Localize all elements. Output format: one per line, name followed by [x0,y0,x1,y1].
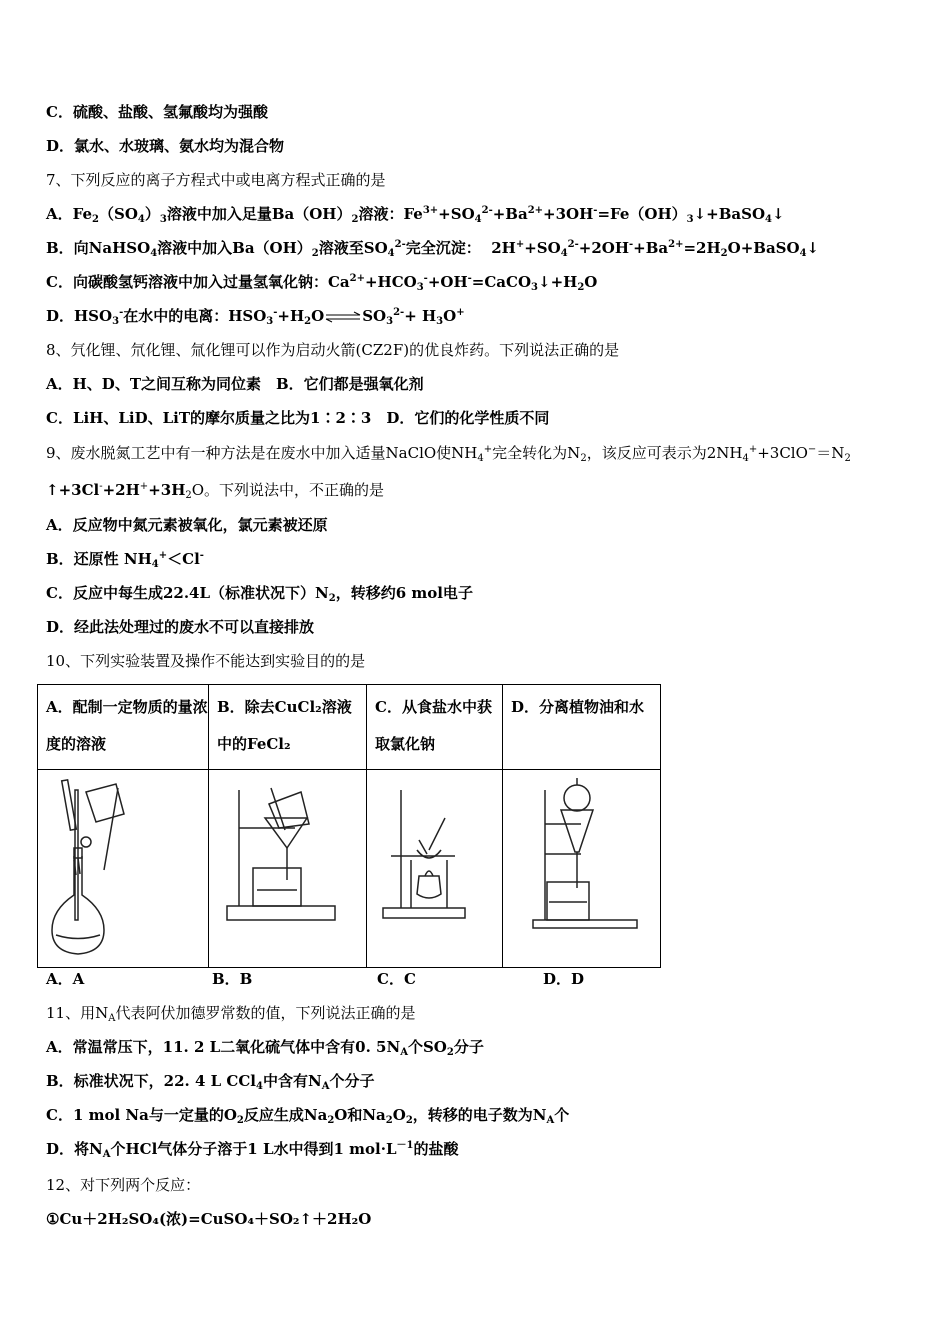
q8-stem: 8、氕化锂、氘化锂、氚化锂可以作为启动火箭(CZ2F)的优良炸药。下列说法正确的是 [46,341,620,359]
q7-option-d: D．$HSO_3^-$在水中的电离：$HSO_3^-+H_2O$ $SO_3^{2-}+ H_3O^+$ [46,307,465,327]
equilibrium-arrow-icon [324,311,362,323]
q10-option-c: C．C [377,970,416,988]
q11-option-c: C．1 mol Na与一定量的$O_2$反应生成$Na_2O$和$Na_2O_2$，转移的电子数为$N_A$个 [46,1106,570,1126]
q8-options-ab: A．H、D、T之间互称为同位素 B．它们都是强氧化剂 [46,375,424,393]
q10-option-b: B．B [212,970,253,988]
q11-option-a: A．常温常压下，11. 2 L二氧化硫气体中含有0. $5N_A$个$SO_2$分子 [46,1038,484,1058]
experiment-table [37,684,661,968]
q7-option-a: A．$Fe_2(SO_4)_3$溶液中加入足量$Ba(OH)_2$溶液：$Fe^{3+}+SO_4^{2-}+Ba^{2+}+3OH^-=Fe(OH)_3↓+BaSO_4↓$ [46,205,785,225]
q12-stem: 12、对下列两个反应： [46,1176,201,1194]
q10-option-a: A．A [46,970,85,988]
q9-option-c: C．反应中每生成22.4L（标准状况下）$N_2$，转移约6 mol电子 [46,584,473,604]
volumetric-flask-diagram [38,770,208,967]
q9-option-d: D．经此法处理过的废水不可以直接排放 [46,618,315,636]
q7-option-b: B．向NaHSO$_4$溶液中加入$Ba(OH)_2$溶液至$SO_4^{2-}$完全沉淀： $2H^++SO_4^{2-}+2OH^-+Ba^{2+}=2H_2O+BaSO_4↓$ [46,239,820,259]
experiment-d-header: D．分离植物油和水 [511,698,645,716]
q6-option-d: D．氯水、水玻璃、氨水均为混合物 [46,137,285,155]
q11-option-d: D．将$N_A$个HCl气体分子溶于1 L水中得到1 $mol\cdot L^{-1}$的盐酸 [46,1140,459,1160]
experiment-c-header: C．从食盐水中获取氯化钠 [375,698,492,753]
experiment-a-header: A．配制一定物质的量浓度的溶液 [46,698,208,753]
evaporation-apparatus-diagram [367,770,502,967]
q9-option-b: B．还原性 $NH_4^+<Cl^-$ [46,550,204,570]
q7-stem: 7、下列反应的离子方程式中或电离方程式正确的是 [46,171,386,189]
q6-option-c: C．硫酸、盐酸、氢氟酸均为强酸 [46,103,268,121]
q11-option-b: B．标准状况下，22. 4 L CCl$_4$中含有$N_A$个分子 [46,1072,375,1092]
filtration-apparatus-diagram [209,770,366,967]
experiment-b-header: B．除去CuCl₂溶液中的FeCl₂ [217,698,352,753]
q12-reaction-1: ①Cu＋2H₂SO₄(浓)=CuSO₄＋SO₂↑＋2H₂O [46,1210,372,1228]
q7-option-c: C．向碳酸氢钙溶液中加入过量氢氧化钠：$Ca^{2+}+HCO_3^-+OH^-=CaCO_3↓+H_2O$ [46,273,598,293]
separatory-funnel-diagram [503,770,660,967]
q10-option-d: D．D [543,970,585,988]
q10-stem: 10、下列实验装置及操作不能达到实验目的的是 [46,652,366,670]
q9-option-a: A．反应物中氮元素被氧化，氯元素被还原 [46,516,328,534]
q11-stem: 11、用$N_A$代表阿伏加德罗常数的值，下列说法正确的是 [46,1004,416,1024]
q9-stem-line2: $↑+3Cl^-+2H^++3H_2O$。下列说法中，不正确的是 [46,481,385,501]
q9-stem: 9、废水脱氮工艺中有一种方法是在废水中加入适量NaClO使$NH_4^+$完全转化为$N_2$，该反应可表示为$2NH_4^++3ClO^-=N_2$ [46,444,851,464]
q8-options-cd: C．LiH、LiD、LiT的摩尔质量之比为1∶2∶3 D．它们的化学性质不同 [46,409,550,427]
